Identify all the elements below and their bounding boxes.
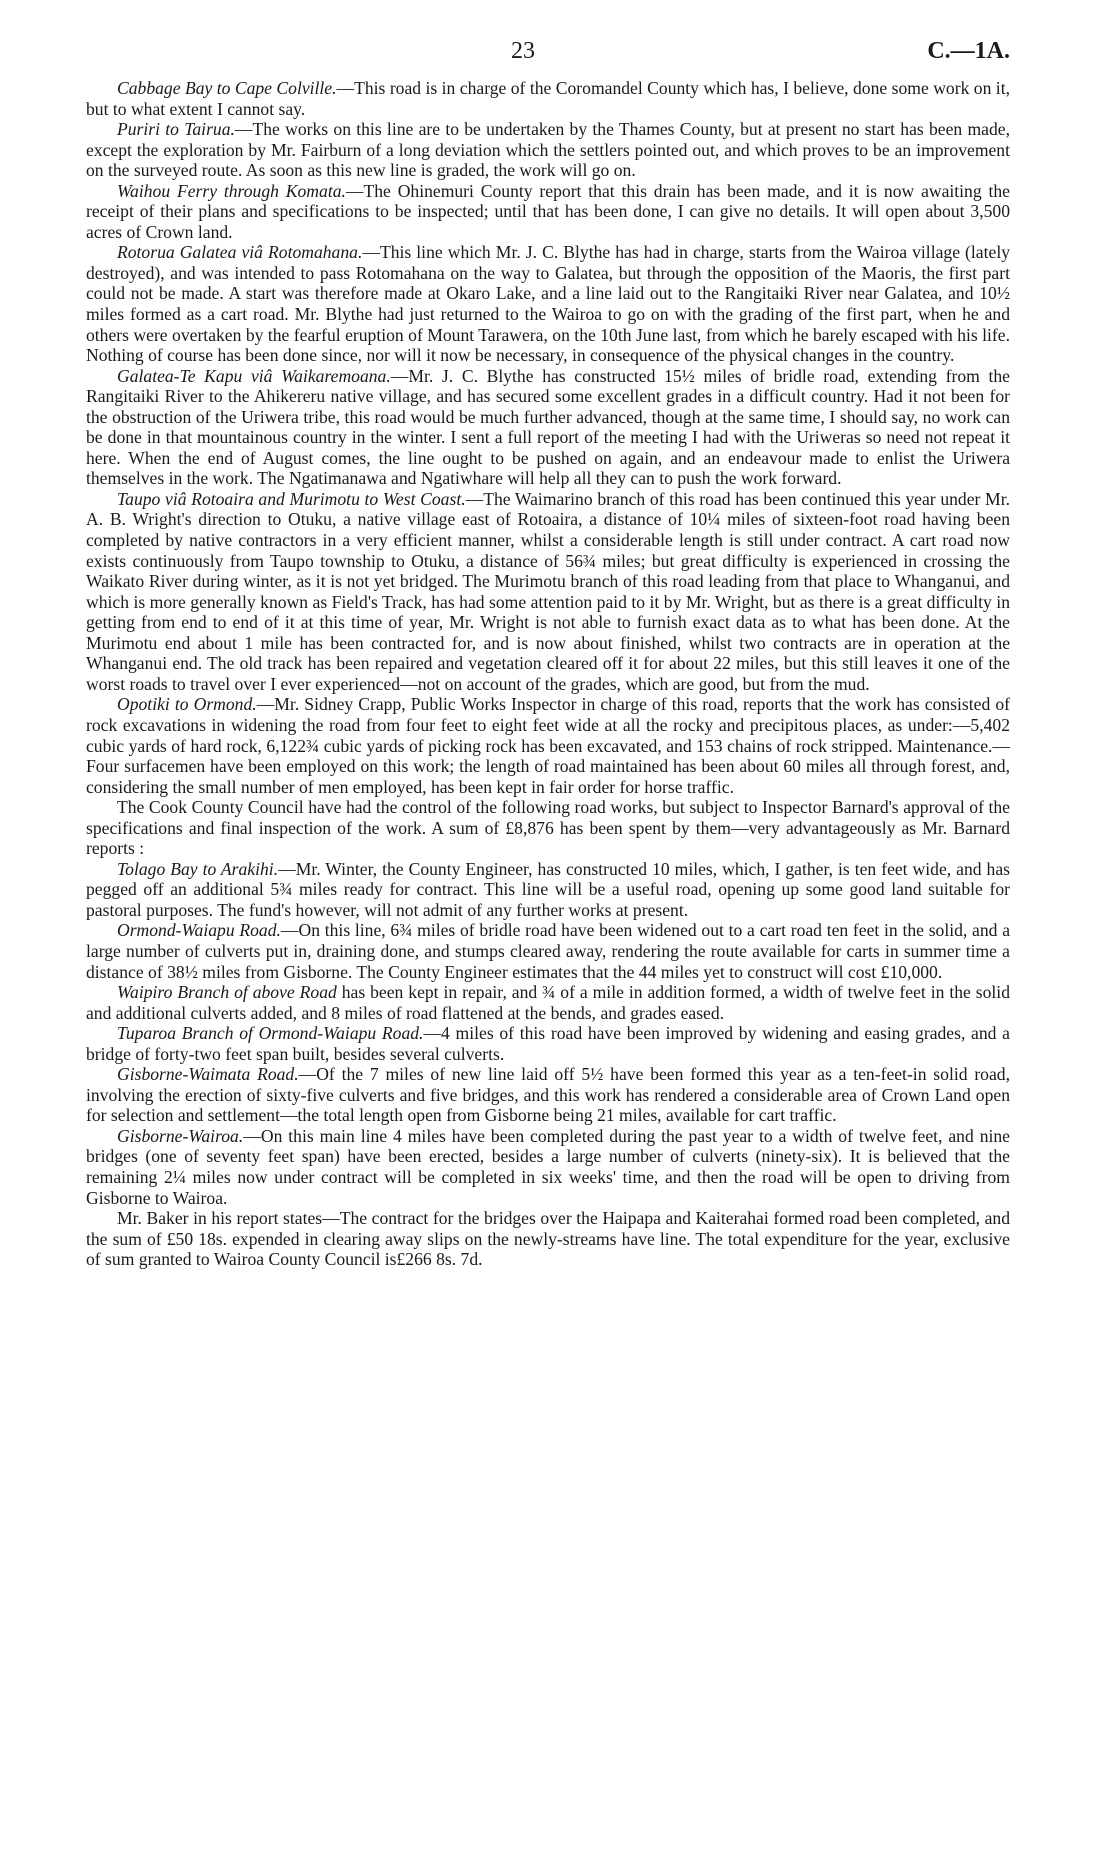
paragraph-text: —Mr. J. C. Blythe has constructed 15½ miles of bridle road, extending from the Rangitaiki River to the Ahikereru native village, and has secured some excellent grades in a difficult country. Had it not been for the obstruction of the Uriwera tribe, this road would be much further advanced, though at the same time, I should say, no work can be done in that mountainous country in the winter. I sent a full report of the meeting I had with the Uriweras so need not repeat it here. When the end of August comes, the line ought to be pushed on again, and an endeavour made to enlist the Uriwera themselves in the work. The Ngatimanawa and Ngatiwhare will help all they can to push the work forward. [86,365,1010,489]
paragraph-tuparoa-branch [86,1023,1010,1064]
paragraph-cook-county [86,797,1010,859]
paragraph-text: The Cook County Council have had the control of the following road works, but subject to Inspector Barnard's approval of the specifications and final inspection of the work. A sum of £8,876 has been spent by them—very advantageously as Mr. Barnard reports : [86,797,1010,859]
paragraph-waihou-ferry [86,181,1010,243]
paragraph-text: —On this main line 4 miles have been completed during the past year to a width of twelve feet, and nine bridges (one of seventy feet span) have been erected, besides a large number of culverts (ninety-six). It is believed that the remaining 2¼ miles now under contract will be completed in six weeks' time, and then the road will be open to driving from Gisborne to Wairoa. [86,1125,1010,1208]
paragraph-heading: Waipiro Branch of above Road [117,982,337,1003]
paragraph-rotorua-galatea [86,242,1010,365]
paragraph-text: —The Waimarino branch of this road has been continued this year under Mr. A. B. Wright's direction to Otuku, a native village east of Rotoaira, a distance of 10¼ miles of sixteen-foot road having been completed by native contractors in a very efficient manner, whilst a considerable length is still under contract. A cart road now exists continuously from Taupo township to Otuku, a distance of 56¾ miles; but great difficulty is experienced in crossing the Waikato River during winter, as it is not yet bridged. The Murimotu branch of this road leading from that place to Whanganui, and which is more generally known as Field's Track, has had some attention paid to it by Mr. Wright, but as there is a great difficulty in getting from end to end of it at this time of year, Mr. Wright is not able to furnish exact data as to what has been done. At the Murimotu end about 1 mile has been contracted for, and is now about finished, whilst two contracts are in operation at the Whanganui end. The old track has been repaired and vegetation cleared off it for about 22 miles, but this still leaves it one of the worst roads to travel over I ever experienced—not on account of the grades, which are good, but from the mud. [86,488,1010,694]
paragraph-heading: Tolago Bay to Arakihi. [117,858,279,879]
paragraph-heading: Galatea-Te Kapu viâ Waikaremoana. [117,365,391,386]
paragraph-text: —Mr. Sidney Crapp, Public Works Inspector in charge of this road, reports that the work has consisted of rock excavations in widening the road from four feet to eight feet wide at all the rocky and precipitous places, as under:—5,402 cubic yards of hard rock, 6,122¾ cubic yards of picking rock has been excavated, and 153 chains of rock stripped. Maintenance.—Four surfacemen have been employed on this work; the length of road maintained has been about 60 miles all through forest, and, considering the small number of men employed, has been kept in fair order for horse traffic. [86,694,1010,797]
paragraph-heading: Tuparoa Branch of Ormond-Waiapu Road. [117,1023,424,1044]
paragraph-text: —The Ohinemuri County report that this drain has been made, and it is now awaiting the receipt of their plans and specifications to be inspected; until that has been done, I can give no details. It will open about 3,500 acres of Crown land. [86,180,1010,242]
paragraph-heading: Waihou Ferry through Komata. [117,180,346,201]
paragraph-galatea-te-kapu [86,366,1010,489]
page-header [86,38,1010,78]
paragraph-baker-report [86,1208,1010,1270]
paragraph-heading: Puriri to Tairua. [117,119,235,140]
paragraph-tolago-bay [86,859,1010,921]
paragraph-heading: Gisborne-Waimata Road. [117,1064,299,1085]
paragraph-waipiro-branch [86,982,1010,1023]
paragraph-text: —Of the 7 miles of new line laid off 5½ have been formed this year as a ten-feet-in solid road, involving the erection of sixty-five culverts and five bridges, and this work has rendered a considerable area of Crown Land open for selection and settlement—the total length open from Gisborne being 21 miles, available for cart traffic. [86,1064,1010,1126]
paragraph-text: —The works on this line are to be undertaken by the Thames County, but at present no start has been made, except the exploration by Mr. Fairburn of a long deviation which the settlers pointed out, and which proves to be an improvement on the surveyed route. As soon as this new line is graded, the work will go on. [86,119,1010,181]
paragraph-heading: Taupo viâ Rotoaira and Murimotu to West Coast. [117,488,466,509]
paragraph-heading: Rotorua Galatea viâ Rotomahana. [117,242,363,263]
paragraph-taupo-west-coast [86,489,1010,694]
paragraph-text: Mr. Baker in his report states—The contract for the bridges over the Haipapa and Kaiterahai formed road been completed, and the sum of £50 18s. expended in clearing away slips on the newly-streams have line. The total expenditure for the year, exclusive of sum granted to Wairoa County Council is£266 8s. 7d. [86,1208,1010,1270]
paragraph-heading: Opotiki to Ormond. [117,694,257,715]
paragraph-gisborne-wairoa [86,1126,1010,1208]
paragraph-heading: Ormond-Waiapu Road. [117,920,281,941]
document-reference: C.—1A. [927,38,1010,64]
paragraph-text: —This road is in charge of the Coromandel County which has, I believe, done some work on it, but to what extent I cannot say. [86,78,1010,119]
paragraph-opotiki-ormond [86,694,1010,797]
paragraph-gisborne-waimata [86,1064,1010,1126]
paragraph-text: —4 miles of this road have been improved by widening and easing grades, and a bridge of forty-two feet span built, besides several culverts. [86,1023,1010,1064]
paragraph-heading: Cabbage Bay to Cape Colville. [117,78,337,98]
paragraph-text: —Mr. Winter, the County Engineer, has constructed 10 miles, which, I gather, is ten feet wide, and has pegged off an additional 5¾ miles ready for contract. This line will be a useful road, opening up some good land suitable for pastoral purposes. The fund's however, will not admit of any further works at present. [86,858,1010,920]
paragraph-puriri-tairua [86,119,1010,181]
paragraph-heading: Gisborne-Wairoa. [117,1125,244,1146]
document-body [86,78,1010,1270]
paragraph-cabbage-bay [86,78,1010,119]
paragraph-ormond-waiapu [86,920,1010,982]
paragraph-text: —On this line, 6¾ miles of bridle road have been widened out to a cart road ten feet in the solid, and a large number of culverts put in, draining done, and stumps cleared away, rendering the route available for carts in summer time a distance of 38½ miles from Gisborne. The County Engineer estimates that the 44 miles yet to construct will cost £10,000. [86,920,1010,982]
paragraph-text: has been kept in repair, and ¾ of a mile in addition formed, a width of twelve feet in the solid and additional culverts added, and 8 miles of road flattened at the bends, and grades eased. [86,982,1010,1023]
page-number: 23 [511,38,535,64]
paragraph-text: —This line which Mr. J. C. Blythe has had in charge, starts from the Wairoa village (lately destroyed), and was intended to pass Rotomahana on the way to Galatea, but through the opposition of the Maoris, the first part could not be made. A start was therefore made at Okaro Lake, and a line laid out to the Rangitaiki River near Galatea, and 10½ miles formed as a cart road. Mr. Blythe had just returned to the Wairoa to go on with the grading of the first part, when he and others were overtaken by the fearful eruption of Mount Tarawera, on the 10th June last, from which he barely escaped with his life. Nothing of course has been done since, nor will it now be necessary, in consequence of the physical changes in the country. [86,242,1010,366]
